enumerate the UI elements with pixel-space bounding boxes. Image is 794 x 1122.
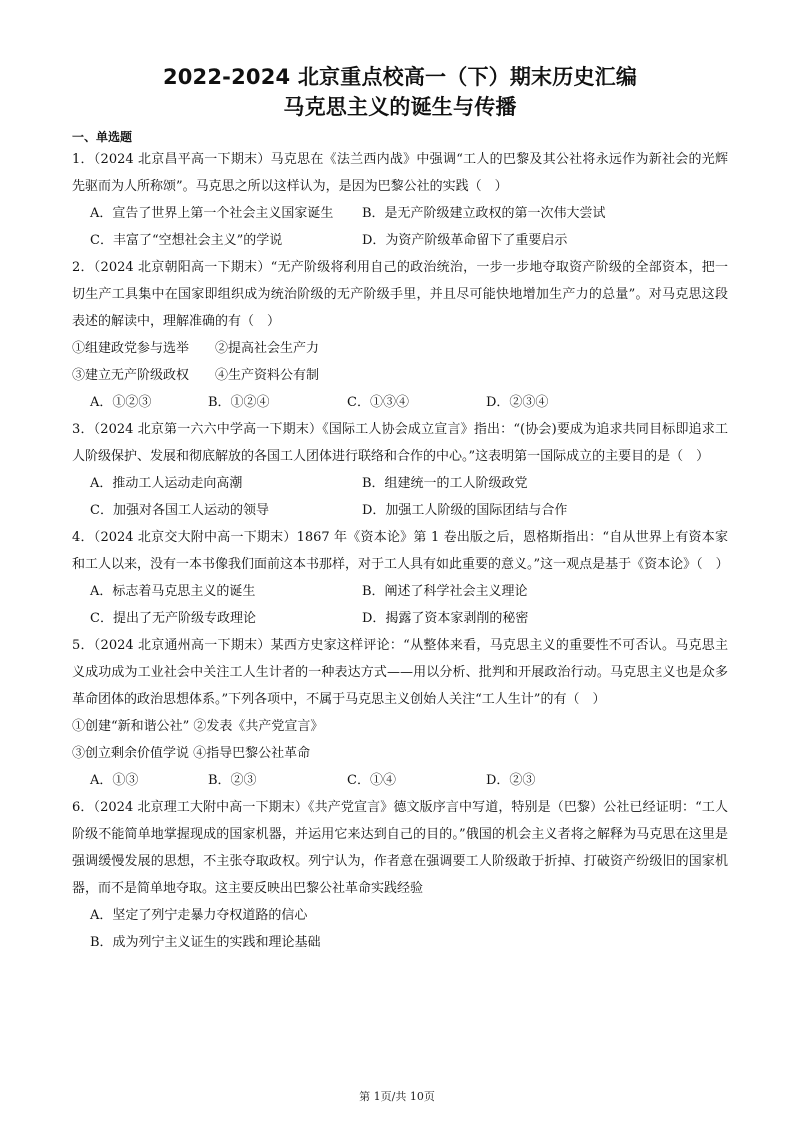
option-d: D．②③	[486, 773, 536, 788]
option-d: D．揭露了资本家剥削的秘密	[362, 611, 529, 626]
question-4	[72, 524, 728, 632]
options	[72, 902, 728, 956]
document-title	[72, 0, 728, 122]
question-stem: 5．（2024 北京通州高一下期末）某西方史家这样评论：“从整体来看，马克思主义的重要性不可否认。马克思主义成功成为工业社会中关注工人生计者的一种表达方式——用以分析、批判和开展政治行动。马克思主义也是众多革命团体的政治思想体系。”下列各项中，不属于马克思主义创始人关注“工人生计”的有（ ）	[72, 638, 728, 707]
options	[72, 767, 728, 794]
option-b: B．②③	[208, 773, 257, 788]
option-c: C．①③④	[347, 395, 409, 410]
question-stem: 2．（2024 北京朝阳高一下期末）“无产阶级将利用自己的政治统治，一步一步地夺取资产阶级的全部资本，把一切生产工具集中在国家即组织成为统治阶级的无产阶级手里，并且尽可能快地增加生产力的总量”。对马克思这段表述的解读中，理解准确的有（ ）	[72, 260, 728, 329]
option-a: A．标志着马克思主义的诞生	[90, 584, 256, 599]
choice-line: ③创立剩余价值学说 ④指导巴黎公社革命	[72, 746, 311, 761]
choice-line: ①创建“新和谐公社” ②发表《共产党宣言》	[72, 719, 324, 734]
options	[72, 470, 728, 524]
question-5	[72, 632, 728, 794]
option-c: C．丰富了“空想社会主义”的学说	[90, 233, 283, 248]
title-line-1: 2022-2024 北京重点校高一（下）期末历史汇编	[162, 65, 638, 89]
question-stem: 4．（2024 北京交大附中高一下期末）1867 年《资本论》第 1 卷出版之后，恩格斯指出：“自从世界上有资本家和工人以来，没有一本书像我们面前这本书那样，对于工人具有如此重要的意义。”这一观点是基于《资本论》（ ）	[72, 530, 729, 572]
option-a: A．①③	[90, 773, 139, 788]
option-c: C．①④	[347, 773, 396, 788]
option-b: B．成为列宁主义证生的实践和理论基础	[90, 935, 321, 950]
question-2	[72, 254, 728, 416]
option-a: A．坚定了列宁走暴力夺权道路的信心	[90, 908, 308, 923]
option-d: D．为资产阶级革命留下了重要启示	[362, 233, 568, 248]
option-c: C．提出了无产阶级专政理论	[90, 611, 256, 626]
title-line-2: 马克思主义的诞生与传播	[283, 95, 517, 119]
option-c: C．加强对各国工人运动的领导	[90, 503, 269, 518]
options	[72, 578, 728, 632]
option-d: D．②③④	[486, 395, 549, 410]
option-a: A．推动工人运动走向高潮	[90, 476, 243, 491]
page-footer: 第 1页/共 10页	[359, 1090, 435, 1103]
option-a: A．①②③	[90, 395, 152, 410]
choice-line: ③建立无产阶级政权 ④生产资料公有制	[72, 368, 320, 383]
options	[72, 389, 728, 416]
option-b: B．阐述了科学社会主义理论	[362, 584, 528, 599]
question-3	[72, 416, 728, 524]
option-b: B．组建统一的工人阶级政党	[362, 476, 528, 491]
question-6	[72, 794, 728, 956]
option-d: D．加强工人阶级的国际团结与合作	[362, 503, 568, 518]
question-stem: 6．（2024 北京理工大附中高一下期末）《共产党宣言》德文版序言中写道，特别是（巴黎）公社已经证明：“工人阶级不能简单地掌握现成的国家机器，并运用它来达到自己的目的。”俄国的机会主义者将之解释为马克思在这里是强调缓慢发展的思想，不主张夺取政权。列宁认为，作者意在强调要工人阶级敢于折掉、打破资产纷级旧的国家机器，而不是简单地夺取。这主要反映出巴黎公社革命实践经验	[72, 800, 728, 896]
section-heading: 一、单选题	[72, 130, 133, 144]
choice-line: ①组建政党参与选举 ②提高社会生产力	[72, 341, 320, 356]
option-b: B．是无产阶级建立政权的第一次伟大尝试	[362, 206, 606, 221]
question-1	[72, 146, 728, 254]
options	[72, 200, 728, 254]
question-stem: 3．（2024 北京第一六六中学高一下期末）《国际工人协会成立宣言》指出：“(协会)要成为追求共同目标即追求工人阶级保护、发展和彻底解放的各国工人团体进行联络和合作的中心。”这表明第一国际成立的主要目的是（ ）	[72, 422, 728, 464]
question-stem: 1．（2024 北京昌平高一下期末）马克思在《法兰西内战》中强调“工人的巴黎及其公社将永远作为新社会的光辉先驱而为人所称颂”。马克思之所以这样认为，是因为巴黎公社的实践（ ）	[72, 152, 728, 194]
option-a: A．宣告了世界上第一个社会主义国家诞生	[90, 206, 334, 221]
option-b: B．①②④	[208, 395, 270, 410]
